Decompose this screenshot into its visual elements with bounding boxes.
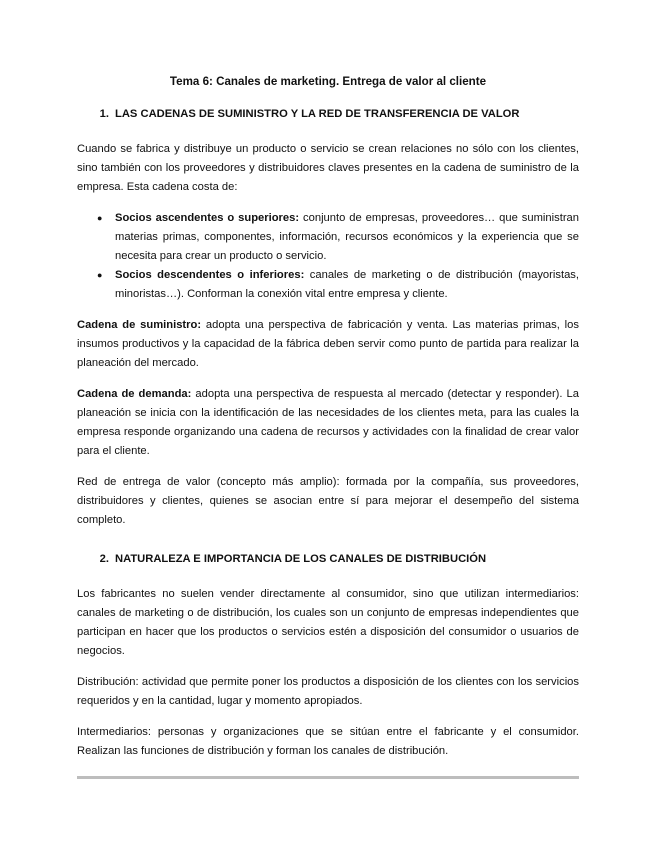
distribution-definition-paragraph: Distribución: actividad que permite poner los productos a disposición de los clientes con los servicios requeridos y en la cantidad, lugar y momento apropiados.	[77, 676, 579, 707]
supply-chain-text: adopta una perspectiva de fabricación y venta. Las materias primas, los insumos productivos y la capacidad de la fábrica deben servir como punto de partida para realizar la planeación del mercado.	[77, 319, 579, 369]
section-2-title: NATURALEZA E IMPORTANCIA DE LOS CANALES DE DISTRIBUCIÓN	[115, 553, 487, 565]
section-1-intro: Cuando se fabrica y distribuye un producto o servicio se crean relaciones no sólo con los clientes, sino también con los proveedores y distribuidores claves presentes en la cadena de suministro de la empresa. Esta cadena costa de:	[77, 143, 579, 193]
intermediaries-definition-paragraph: Intermediarios: personas y organizaciones que se sitúan entre el fabricante y el consumidor. Realizan las funciones de distribución y forman los canales de distribución.	[77, 726, 579, 757]
bullet-icon: ●	[97, 270, 103, 280]
bullet-text: conjunto de empresas, proveedores… que suministran materias primas, componentes, información, recursos económicos y la experiencia que se necesita para crear un producto o servicio.	[115, 212, 579, 262]
section-2-heading	[77, 550, 579, 569]
section-1-number: 1.	[99, 108, 109, 120]
bullet-text: canales de marketing o de distribución (mayoristas, minoristas…). Conforman la conexión vital entre empresa y cliente.	[115, 269, 579, 300]
footer-divider	[77, 776, 579, 779]
section-2-number: 2.	[99, 553, 109, 565]
bullet-icon: ●	[97, 213, 103, 223]
bullet-term: Socios ascendentes o superiores:	[115, 212, 300, 224]
list-item	[77, 209, 579, 266]
partners-list	[77, 209, 579, 304]
demand-chain-paragraph	[77, 385, 579, 461]
demand-chain-term: Cadena de demanda:	[77, 388, 192, 400]
demand-chain-text: adopta una perspectiva de respuesta al mercado (detectar y responder). La planeación se inicia con la identificación de las necesidades de los clientes meta, para las cuales la empresa responde organizando una cadena de recursos y actividades con la finalidad de crear valor para el cliente.	[77, 388, 579, 457]
supply-chain-term: Cadena de suministro:	[77, 319, 202, 331]
supply-chain-paragraph	[77, 316, 579, 373]
section-1-heading	[77, 105, 579, 124]
document-content	[77, 72, 579, 773]
value-network-paragraph: Red de entrega de valor (concepto más amplio): formada por la compañía, sus proveedores, distribuidores y clientes, quienes se asocian entre sí para mejorar el desempeño del sistema completo.	[77, 476, 579, 526]
intermediaries-intro-paragraph: Los fabricantes no suelen vender directamente al consumidor, sino que utilizan intermediarios: canales de marketing o de distribución, los cuales son un conjunto de empresas independientes que participan en hacer que los productos o servicios estén a disposición del consumidor o usuarios de negocios.	[77, 588, 579, 657]
bullet-term: Socios descendentes o inferiores:	[115, 269, 305, 281]
document-title: Tema 6: Canales de marketing. Entrega de valor al cliente	[169, 75, 487, 88]
list-item	[77, 266, 579, 304]
section-1-title: LAS CADENAS DE SUMINISTRO Y LA RED DE TRANSFERENCIA DE VALOR	[115, 108, 520, 120]
